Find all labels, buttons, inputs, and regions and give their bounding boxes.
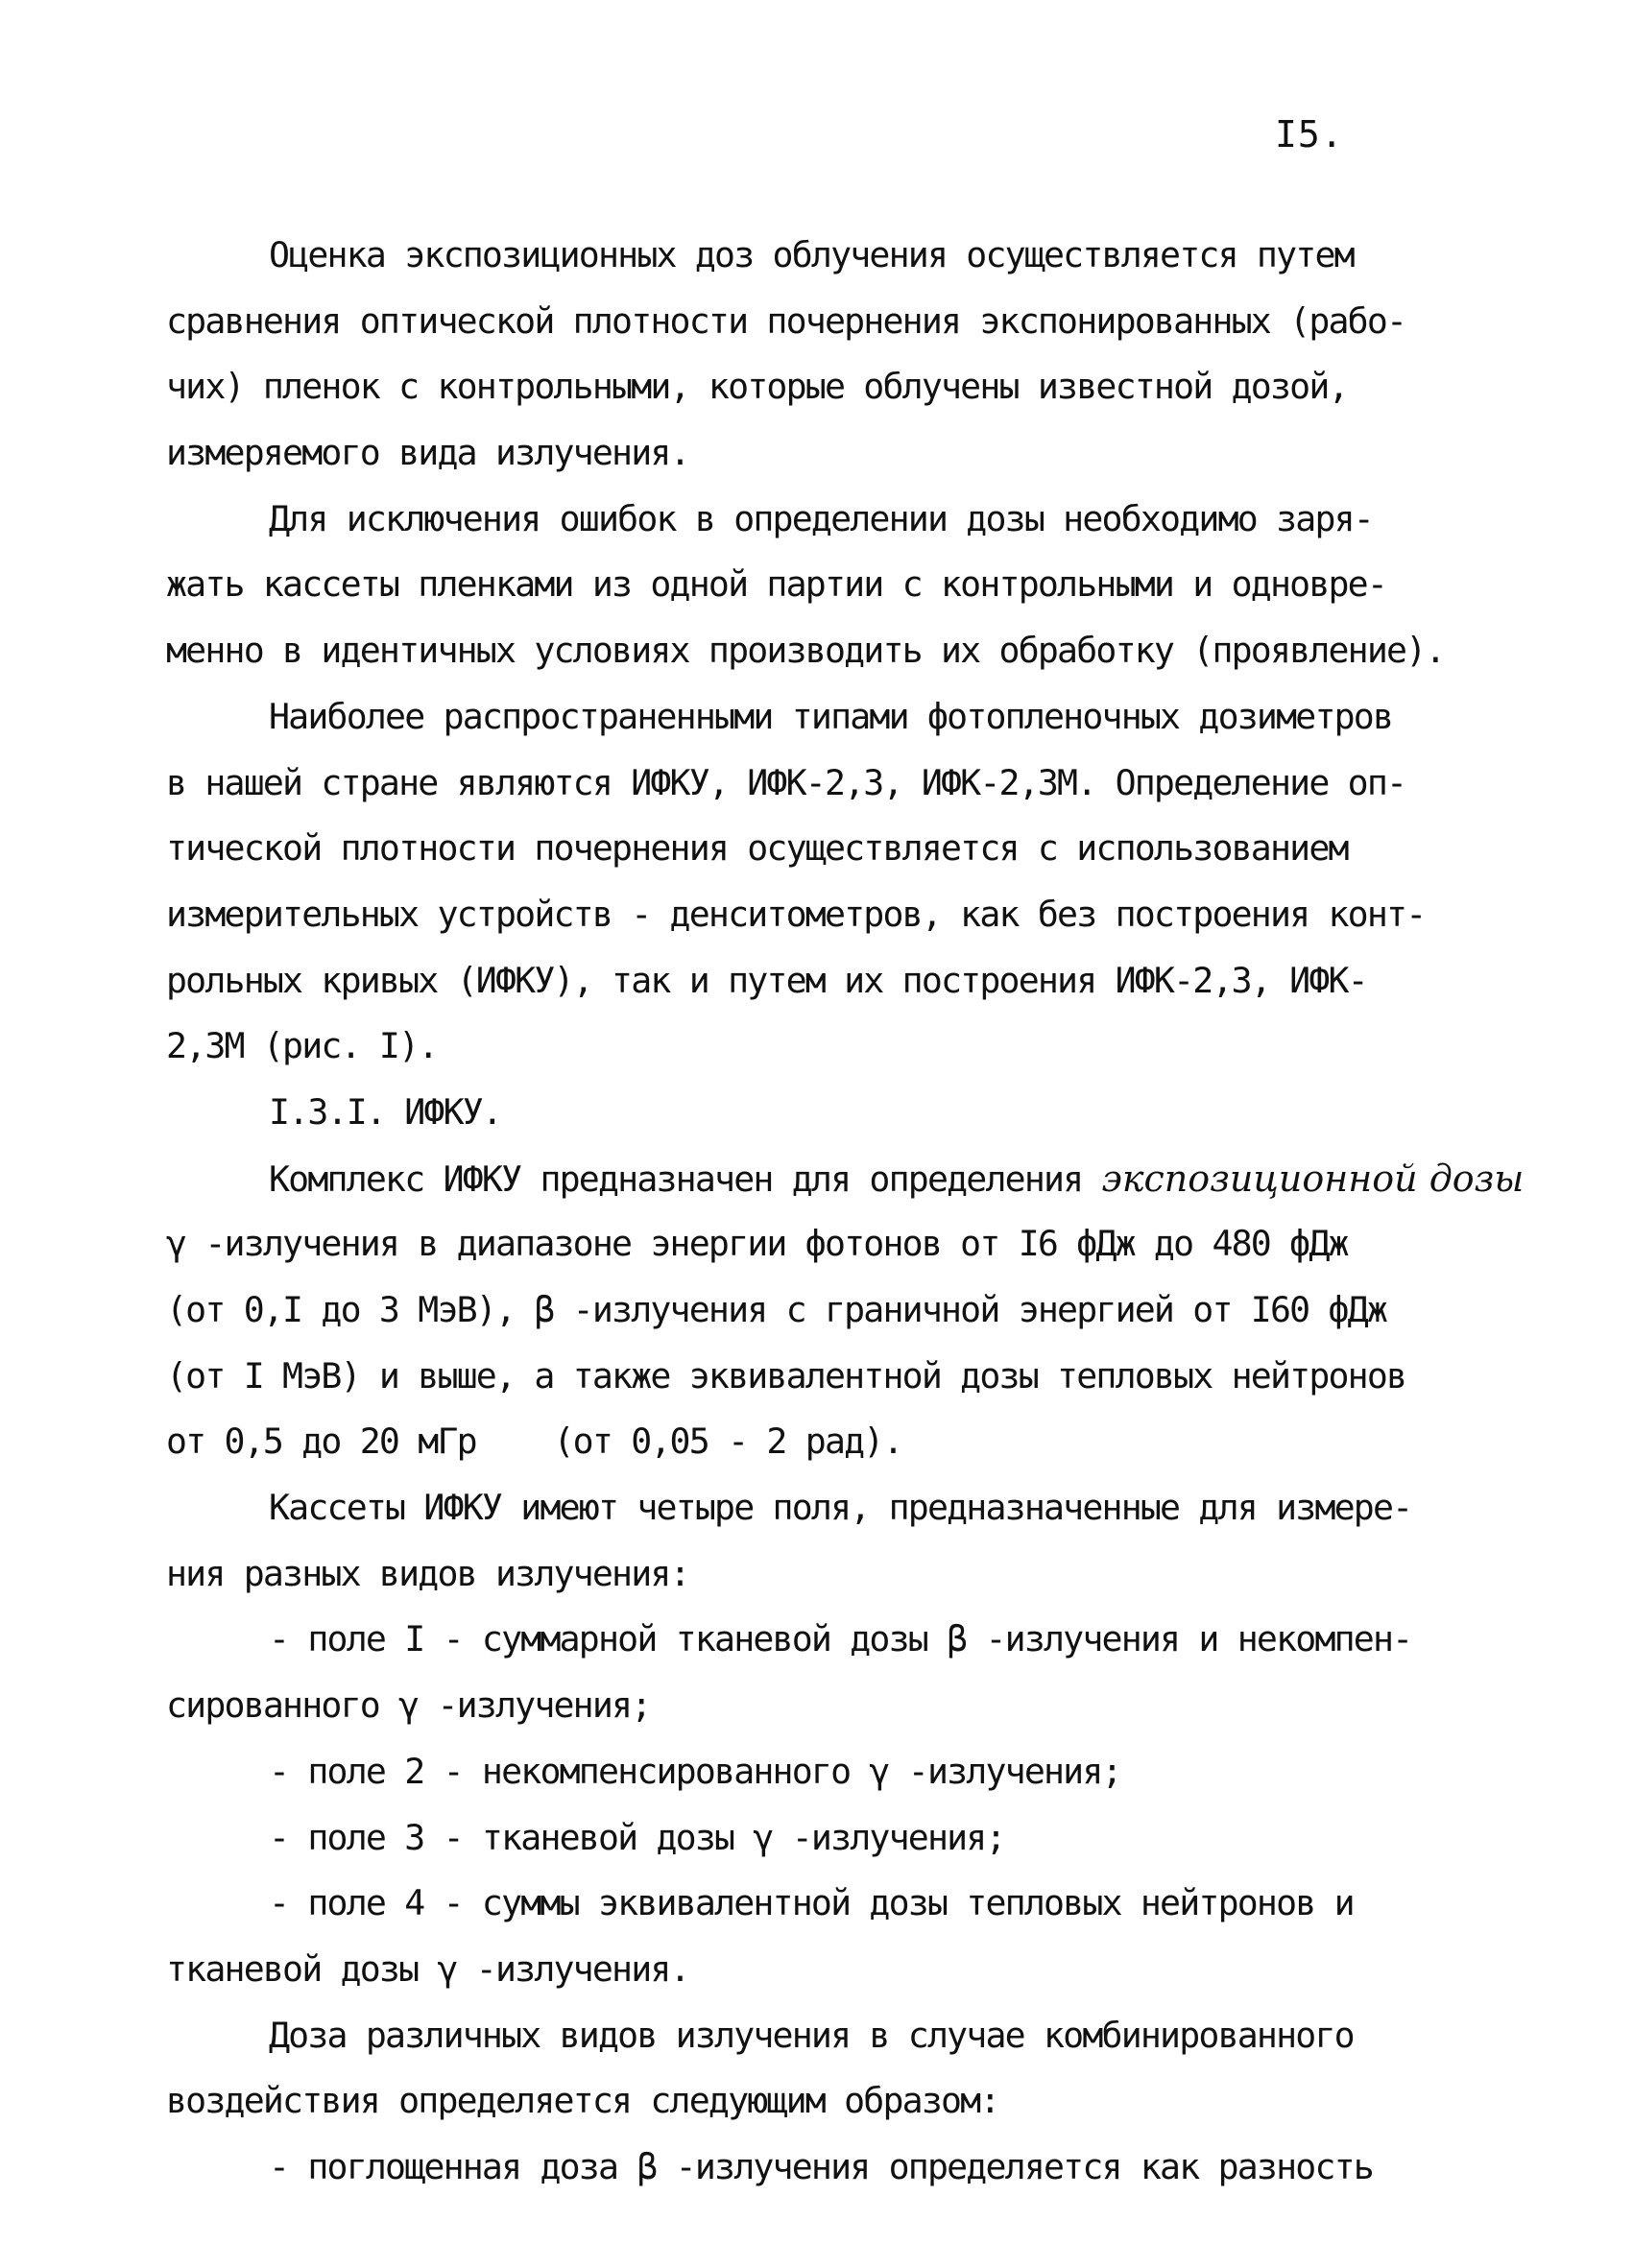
text-line-content: - поглощенная доза β -излучения определяется как разность (269, 2145, 1373, 2187)
text-line-content: воздействия определяется следующим образом: (166, 2080, 999, 2122)
text-line-content: γ -излучения в диапазоне энергии фотонов от I6 фДж до 480 фДж (166, 1223, 1348, 1265)
text-line (166, 816, 1529, 882)
text-line-content: Доза различных видов излучения в случае комбинированного (269, 2014, 1354, 2056)
text-line-content: (от I МэВ) и выше, а также эквивалентной дозы тепловых нейтронов (166, 1354, 1406, 1397)
text-line-content: рольных кривых (ИФКУ), так и путем их построения ИФК-2,3, ИФК- (166, 959, 1367, 1001)
text-line-content: - поле 2 - некомпенсированного γ -излучения; (269, 1750, 1121, 1792)
text-line-content: жать кассеты пленками из одной партии с контрольными и одновре- (166, 563, 1387, 606)
text-line-content: сированного γ -излучения; (166, 1684, 651, 1727)
text-line-content: измеряемого вида излучения. (166, 432, 689, 474)
text-line (166, 1475, 1529, 1541)
text-line (166, 1409, 1529, 1475)
handwritten-insertion: экспозиционной дозы (1101, 1157, 1525, 1200)
text-line-content: Наиболее распространенными типами фотопленочных дозиметров (269, 695, 1393, 737)
text-line-content: (от 0,I до 3 МэВ), β -излучения с граничной энергией от I60 фДж (166, 1289, 1387, 1330)
text-line-content: от 0,5 до 20 мГр (от 0,05 - 2 рад). (166, 1420, 902, 1463)
text-line (166, 1673, 1529, 1739)
body-text (166, 223, 1529, 2201)
text-line-content: I.3.I. ИФКУ. (269, 1090, 502, 1133)
text-line (166, 354, 1529, 420)
text-line-content: менно в идентичных условиях производить их обработку (проявление). (166, 630, 1445, 672)
text-line (166, 751, 1529, 817)
text-line (166, 618, 1529, 684)
text-line (166, 1014, 1529, 1080)
text-line (166, 1080, 1529, 1146)
text-line-content: тической плотности почернения осуществляется с использованием (166, 827, 1348, 870)
text-line (166, 223, 1529, 289)
text-line (166, 1607, 1529, 1673)
text-line-content: Оценка экспозиционных доз облучения осуществляется путем (269, 234, 1354, 275)
text-line (166, 1344, 1529, 1410)
text-line (166, 1277, 1529, 1344)
text-line-content: - поле 4 - суммы эквивалентной дозы тепловых нейтронов и (269, 1882, 1354, 1924)
text-line (166, 289, 1529, 355)
text-line (166, 2003, 1529, 2069)
text-line-content: - поле 3 - тканевой дозы γ -излучения; (269, 1816, 1005, 1858)
text-line (166, 1739, 1529, 1805)
text-line (166, 2068, 1529, 2135)
text-line (166, 684, 1529, 751)
text-line-content: чих) пленок с контрольными, которые облучены известной дозой, (166, 366, 1348, 408)
text-line-content: 2,3М (рис. I). (166, 1025, 438, 1067)
text-line (166, 882, 1529, 948)
page-number: I5. (1275, 113, 1344, 155)
text-line (166, 1937, 1529, 2003)
text-line-content: Комплекс ИФКУ предназначен для определения (269, 1158, 1102, 1200)
text-line-content: тканевой дозы γ -излучения. (166, 1947, 689, 1990)
text-line-content: ния разных видов излучения: (166, 1552, 689, 1594)
text-line (166, 1211, 1529, 1277)
text-line-content: сравнения оптической плотности почернения экспонированных (рабо- (166, 299, 1406, 342)
text-line-content: измерительных устройств - денситометров, как без построения конт- (166, 893, 1426, 935)
text-line (166, 2135, 1529, 2201)
text-line (166, 1805, 1529, 1872)
text-line (166, 1541, 1529, 1608)
text-line (166, 1146, 1529, 1212)
text-line-content: Кассеты ИФКУ имеют четыре поля, предназначенные для измере- (269, 1487, 1412, 1529)
text-line-content: в нашей стране являются ИФКУ, ИФК-2,3, ИФК-2,3М. Определение оп- (166, 761, 1406, 803)
text-line (166, 948, 1529, 1015)
text-line-content: Для исключения ошибок в определении дозы необходимо заря- (269, 497, 1373, 539)
text-line (166, 552, 1529, 618)
text-line (166, 487, 1529, 553)
text-line-content: - поле I - суммарной тканевой дозы β -излучения и некомпен- (269, 1618, 1412, 1660)
text-line (166, 420, 1529, 487)
text-line (166, 1871, 1529, 1937)
